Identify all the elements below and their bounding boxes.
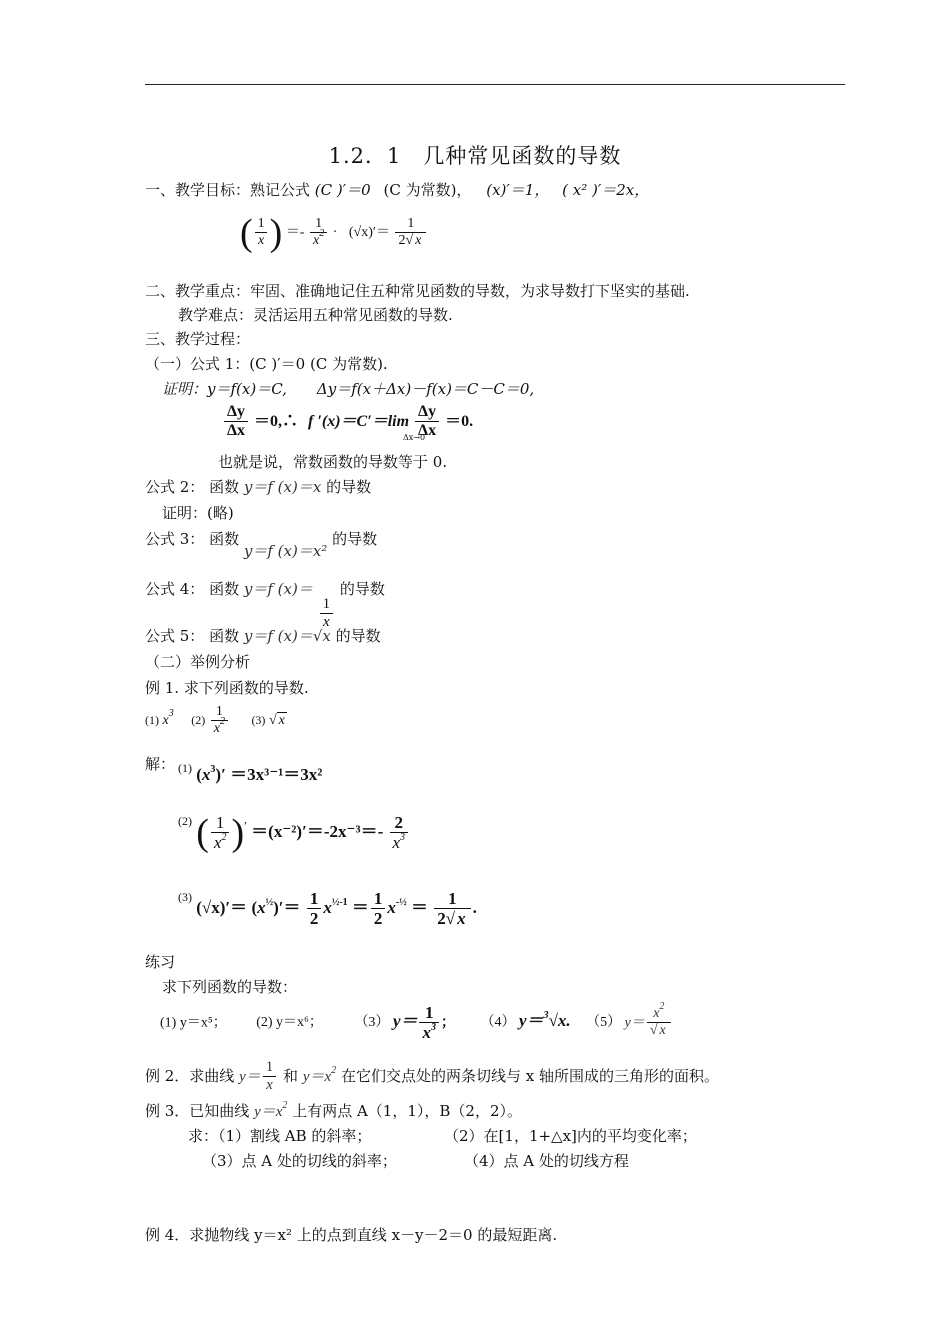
goals-line [145,181,649,199]
solution3-expr-b: ＝ [411,898,428,918]
practice-item1: (1) y＝x⁵； [160,1015,227,1031]
solution2-expr: ＝(x⁻²)′＝-2x⁻³＝- [251,822,384,842]
solution3: $^{(3)}$ $(√x)'= (x^{\frac{1}{2}})'=$ $\frac{1}{2}$ $x^{\frac{1}{2}-1}$ ＝ $\frac{1}{2}$ $x^{-\frac{1}{2}}$ ＝ $\frac{1}{2√ x}$ . [178,889,477,928]
formula4-label: 公式 4： 函数 [145,580,240,598]
examples-heading: （二）举例分析 [145,653,251,671]
page-title: 1.2．1 几种常见函数的导数 [328,144,622,168]
reciprocal-derivative-eq: ＝- [285,225,305,241]
example2-prefix: 例 2．求曲线 [145,1067,235,1085]
ex1-item3: (3) [251,713,266,728]
solution-label: 解： [145,755,176,773]
ex1-item1: (1) [145,713,159,728]
formula2-line [145,478,371,496]
practice-item5-label: （5） [586,1015,622,1031]
proof1-zero: ＝0,∴ [254,412,299,430]
goals-prefix: 一、教学目标：熟记公式 [145,181,311,199]
example3-suffix: 上有两点 A（1，1），B（2，2）。 [292,1102,523,1120]
lim-subscript: Δx→0 [403,433,426,442]
example3-q4: （4）点 A 处的切线方程 [464,1152,629,1170]
formula2-label: 公式 2： 函数 [145,478,240,496]
solution1: (1) $(x^3)' =3x^{3-1}=3x^2$ [178,761,323,784]
example3: 例 3．已知曲线 $y=x^2$ 上有两点 A（1，1），B（2，2）。 [145,1100,523,1120]
teaching-focus: 二、教学重点：牢固、准确地记住五种常见函数的导数，为求导数打下坚实的基础. [145,282,690,300]
formula3-line [145,530,378,560]
ex1-item2: (2) [191,713,206,728]
example2-suffix: 在它们交点处的两条切线与 x 轴所围成的三角形的面积。 [340,1067,719,1085]
example4: 例 4．求抛物线 y＝x² 上的点到直线 x－y－2＝0 的最短距离. [145,1226,558,1244]
example3-prefix: 例 3．已知曲线 [145,1102,250,1120]
proof1-lim-expr: f ′(x)＝C′＝lim [308,412,410,430]
practice-heading: 练习 [145,953,176,971]
example3-q1: 求：（1）割线 AB 的斜率； [188,1127,372,1145]
solution2: $^{(2)}$ ( $\frac{1}{x^2}$ )′ ＝(x⁻²)′＝-2x⁻³＝- $\frac{2}{x^3}$ [178,814,410,852]
formula2-suffix: 的导数 [326,478,372,496]
formula-constant: (C )′＝0 [314,181,371,199]
goals-formulas: ( $\frac{1}{x}$ ) ＝- $\frac{1}{x^2}$ · (√x)′＝ $\frac{1}{2√ x}$ [240,214,428,252]
formula5-line [145,627,381,645]
example2: 例 2．求曲线 y＝ $\frac{1}{x}$ 和 $y=x^2$ 在它们交点处的两条切线与 x 轴所围成的三角形的面积。 [145,1059,719,1093]
header-rule [145,84,845,85]
practice-item2: (2) y＝x⁶； [256,1015,323,1031]
practice-item4-label: （4） [480,1015,516,1031]
proof2: 证明：(略) [162,504,234,522]
formula3-label: 公式 3： 函数 [145,530,240,548]
proof1-limit: $\frac{\Delta y}{\Delta x}$ ＝0,∴ f ′(x)＝C′＝lim $\frac{\Delta y}{\Delta x}$ ＝0. [222,404,473,440]
proof1: 证明：y＝f(x)＝C, Δy＝f(x＋Δx)－f(x)＝C－C＝0, [162,380,535,398]
formula3-expr: y＝f (x)＝x² [243,542,328,560]
formula-constant-note: (C 为常数)， [383,181,472,199]
formula-square: ( x² )′＝2x， [562,181,650,199]
formula1-heading: （一）公式 1：(C )′＝0 (C 为常数). [145,355,388,373]
example3-q2: （2）在[1，1+△x]内的平均变化率； [444,1127,697,1145]
formula5-suffix: 的导数 [335,627,381,645]
formula3-suffix: 的导数 [332,530,378,548]
sqrt-derivative-eq: (√x)′＝ [348,225,390,241]
proof1-result: ＝0. [445,412,474,430]
practice-items: (1) y＝x⁵； (2) y＝x⁶； （3） y＝ $\frac{1}{x^3}$ ； （4） y＝$^3$√x. （5） y＝ $\frac{x^2}{√ x}$ [160,1004,673,1042]
formula-identity: (x)′＝1， [486,181,550,199]
example1: 例 1. 求下列函数的导数. [145,679,309,697]
formula5-label: 公式 5： 函数 [145,627,240,645]
teaching-difficulty: 教学难点：灵活运用五种常见函数的导数. [178,306,453,324]
example2-and: 和 [283,1067,299,1085]
formula4-expr: y＝f (x)＝ [243,580,313,598]
practice-item3-label: （3） [354,1015,390,1031]
formula4-suffix: 的导数 [339,580,385,598]
formula4-line: 公式 4： 函数 y＝f (x)＝ $\frac{1}{x}$ 的导数 [145,580,385,630]
solution1-expr: ＝3x³⁻¹＝3x² [230,765,323,784]
formula2-expr: y＝f (x)＝x [243,478,322,496]
example3-q3: （3）点 A 处的切线的斜率； [202,1152,397,1170]
example1-items: (1) $x^3$ (2) $\frac{1}{x^2}$ (3) √ x [145,704,285,736]
process-heading: 三、教学过程： [145,330,251,348]
formula5-expr: y＝f (x)＝√x [243,627,331,645]
practice-task: 求下列函数的导数： [162,978,298,996]
conclusion: 也就是说，常数函数的导数等于 0. [218,453,448,471]
solution3-expr-a: (√x)′＝ [196,898,248,918]
